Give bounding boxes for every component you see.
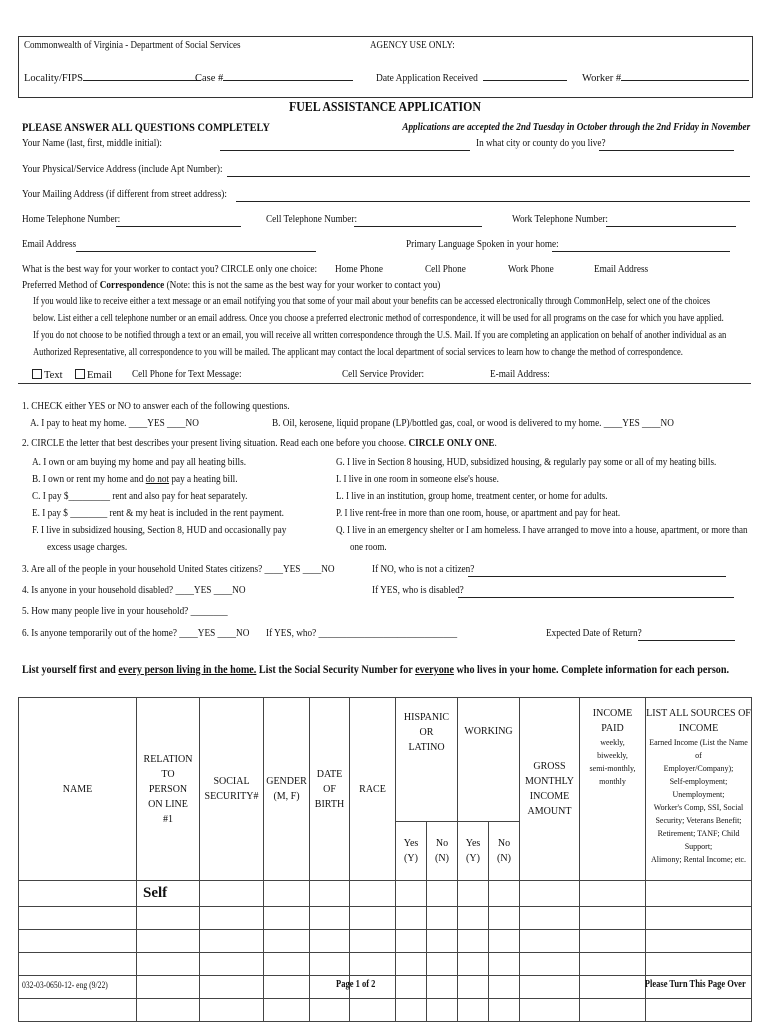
- agency-dept: Commonwealth of Virginia - Department of Social Services: [24, 40, 241, 51]
- locality-field[interactable]: Locality/FIPS: [24, 71, 201, 84]
- q2-option-a[interactable]: A. I own or am buying my home and pay all heating bills.: [32, 457, 247, 468]
- col-race: RACE: [350, 698, 396, 881]
- self-label: Self: [137, 881, 200, 907]
- correspondence-text-1: If you would like to receive either a text message or an email notifying you that some of your mail about your benefits can be accessed electronically through CommonHelp, select one of the choices: [33, 296, 711, 307]
- col-income-paid: INCOME PAID weekly, biweekly, semi-monthly, monthly: [580, 698, 646, 881]
- form-number: 032-03-0650-12- eng (9/22): [22, 980, 108, 990]
- table-row[interactable]: [19, 907, 752, 930]
- q1-text: 1. CHECK either YES or NO to answer each of the following questions.: [22, 401, 290, 412]
- household-table: [18, 697, 752, 1022]
- q2-option-b[interactable]: B. I own or rent my home and do not pay a heating bill.: [32, 474, 238, 485]
- mailing-address-field[interactable]: Your Mailing Address (if different from street address):: [22, 189, 255, 200]
- table-header-row: [19, 698, 752, 822]
- section-divider: [18, 383, 751, 384]
- q2-option-q-cont: one room.: [350, 542, 387, 553]
- checkbox-icon: [32, 369, 42, 379]
- household-list-note: List yourself first and every person living in the home. List the Social Security Number for everyone who lives in your home. Complete information for each person.: [22, 662, 730, 676]
- q2-option-p[interactable]: P. I live rent-free in more than one room, house, or apartment and pay for heat.: [336, 508, 621, 519]
- q1-b[interactable]: B. Oil, kerosene, liquid propane (LP)/bottled gas, coal, or wood is delivered to my home. ____YES ____NO: [272, 418, 674, 429]
- col-hispanic: HISPANIC OR LATINO: [396, 698, 458, 822]
- q3-text[interactable]: 3. Are all of the people in your household United States citizens? ____YES ____NO: [22, 564, 335, 575]
- q6-follow[interactable]: If YES, who? ______________________________: [266, 628, 458, 639]
- q2-text: 2. CIRCLE the letter that best describes your present living situation. Read each one before you choose. CIRCLE ONLY ONE.: [22, 438, 497, 449]
- physical-address-field[interactable]: Your Physical/Service Address (include Apt Number):: [22, 164, 250, 175]
- agency-use-only: AGENCY USE ONLY:: [370, 40, 455, 51]
- cell-provider-field[interactable]: Cell Service Provider:: [342, 369, 425, 380]
- checkbox-icon: [75, 369, 85, 379]
- cell-text-field[interactable]: Cell Phone for Text Message:: [132, 369, 242, 380]
- col-income-sources: LIST ALL SOURCES OF INCOME Earned Income (List the Name of Employer/Company); Self-employment; Unemployment; Worker's Comp, SSI, Social Security; Veterans Benefit; Retirement; TANF; Child Support; Alimony; Rental Income; etc.: [646, 698, 752, 881]
- q4-follow[interactable]: If YES, who is disabled?: [372, 585, 476, 596]
- page-title: FUEL ASSISTANCE APPLICATION: [289, 100, 481, 115]
- work-phone-field[interactable]: Work Telephone Number:: [512, 214, 621, 225]
- name-field[interactable]: Your Name (last, first, middle initial):: [22, 138, 181, 149]
- q2-option-e[interactable]: E. I pay $ ________ rent & my heat is included in the rent payment.: [32, 508, 284, 519]
- table-row[interactable]: [19, 930, 752, 953]
- col-relation: RELATION TO PERSON ON LINE #1: [137, 698, 200, 881]
- q2-option-f[interactable]: F. I live in subsidized housing, Section 8, HUD and occasionally pay: [32, 525, 287, 536]
- col-working-yes: Yes (Y): [458, 822, 489, 881]
- q2-option-g[interactable]: G. I live in Section 8 housing, HUD, subsidized housing, & regularly pay some or all of my heating bills.: [336, 457, 717, 468]
- city-field[interactable]: In what city or county do you live?: [476, 138, 623, 149]
- contact-option-home-phone[interactable]: Home Phone: [335, 264, 384, 275]
- email-address-field[interactable]: E-mail Address:: [490, 369, 550, 380]
- correspondence-text-4: Authorized Representative, all correspondence to you will be mailed. The applicant may contact the local department of social services to learn how to change the method of correspondence.: [33, 347, 683, 358]
- q2-option-f-cont: excess usage charges.: [47, 542, 128, 553]
- col-gender: GENDER (M, F): [264, 698, 310, 881]
- col-name: NAME: [19, 698, 137, 881]
- q2-option-i[interactable]: I. I live in one room in someone else's house.: [336, 474, 499, 485]
- table-row[interactable]: [19, 999, 752, 1022]
- col-working: WORKING: [458, 698, 520, 822]
- email-checkbox[interactable]: Email: [75, 369, 112, 381]
- email-field[interactable]: Email Address: [22, 239, 84, 250]
- contact-option-work-phone[interactable]: Work Phone: [508, 264, 554, 275]
- col-working-no: No (N): [489, 822, 520, 881]
- correspondence-text-2: below. List either a cell telephone number or an email address. Once you choose a preferred electronic method of correspondence, it will be used for all programs on the case for which you have applied.: [33, 313, 724, 324]
- case-field[interactable]: Case #: [195, 71, 353, 84]
- q2-option-q[interactable]: Q. I live in an emergency shelter or I am homeless. I have arranged to move into a house, apartment, or more than: [336, 525, 748, 536]
- table-row[interactable]: [19, 953, 752, 976]
- worker-field[interactable]: Worker #: [582, 71, 749, 84]
- contact-option-cell-phone[interactable]: Cell Phone: [425, 264, 466, 275]
- cell-phone-field[interactable]: Cell Telephone Number:: [266, 214, 369, 225]
- col-hispanic-yes: Yes (Y): [396, 822, 427, 881]
- correspondence-text-3: If you do not choose to be notified through a text or an email, you will receive all written correspondence through the U.S. Mail. If you are completing an application on behalf of another individual as an: [33, 330, 727, 341]
- q4-text[interactable]: 4. Is anyone in your household disabled? ____YES ____NO: [22, 585, 246, 596]
- col-dob: DATE OF BIRTH: [310, 698, 350, 881]
- language-field[interactable]: Primary Language Spoken in your home:: [406, 239, 580, 250]
- q6-text[interactable]: 6. Is anyone temporarily out of the home? ____YES ____NO: [22, 628, 250, 639]
- q5-text[interactable]: 5. How many people live in your household? ________: [22, 606, 228, 617]
- instruction-heading: PLEASE ANSWER ALL QUESTIONS COMPLETELY: [22, 120, 270, 134]
- col-hispanic-no: No (N): [427, 822, 458, 881]
- text-checkbox[interactable]: Text: [32, 369, 63, 381]
- q2-option-l[interactable]: L. I live in an institution, group home, treatment center, or home for adults.: [336, 491, 608, 502]
- col-gross-income: GROSS MONTHLY INCOME AMOUNT: [520, 698, 580, 881]
- home-phone-field[interactable]: Home Telephone Number:: [22, 214, 134, 225]
- q1-a[interactable]: A. I pay to heat my home. ____YES ____NO: [30, 418, 199, 429]
- contact-question: What is the best way for your worker to contact you? CIRCLE only one choice:: [22, 264, 318, 275]
- contact-option-email[interactable]: Email Address: [594, 264, 649, 275]
- q3-follow[interactable]: If NO, who is not a citizen?: [372, 564, 488, 575]
- date-received-field[interactable]: Date Application Received: [376, 71, 567, 84]
- accepted-note: Applications are accepted the 2nd Tuesday in October through the 2nd Friday in November: [402, 121, 750, 133]
- correspondence-label: Preferred Method of Correspondence (Note: this is not the same as the best way for your worker to contact you): [22, 280, 441, 291]
- col-ssn: SOCIAL SECURITY#: [200, 698, 264, 881]
- turn-page-note: Please Turn This Page Over: [645, 979, 746, 990]
- q2-option-c[interactable]: C. I pay $_________ rent and also pay for heat separately.: [32, 491, 248, 502]
- table-row[interactable]: [19, 881, 752, 907]
- q6-return-date[interactable]: Expected Date of Return?: [546, 628, 655, 639]
- page-number: Page 1 of 2: [336, 979, 376, 990]
